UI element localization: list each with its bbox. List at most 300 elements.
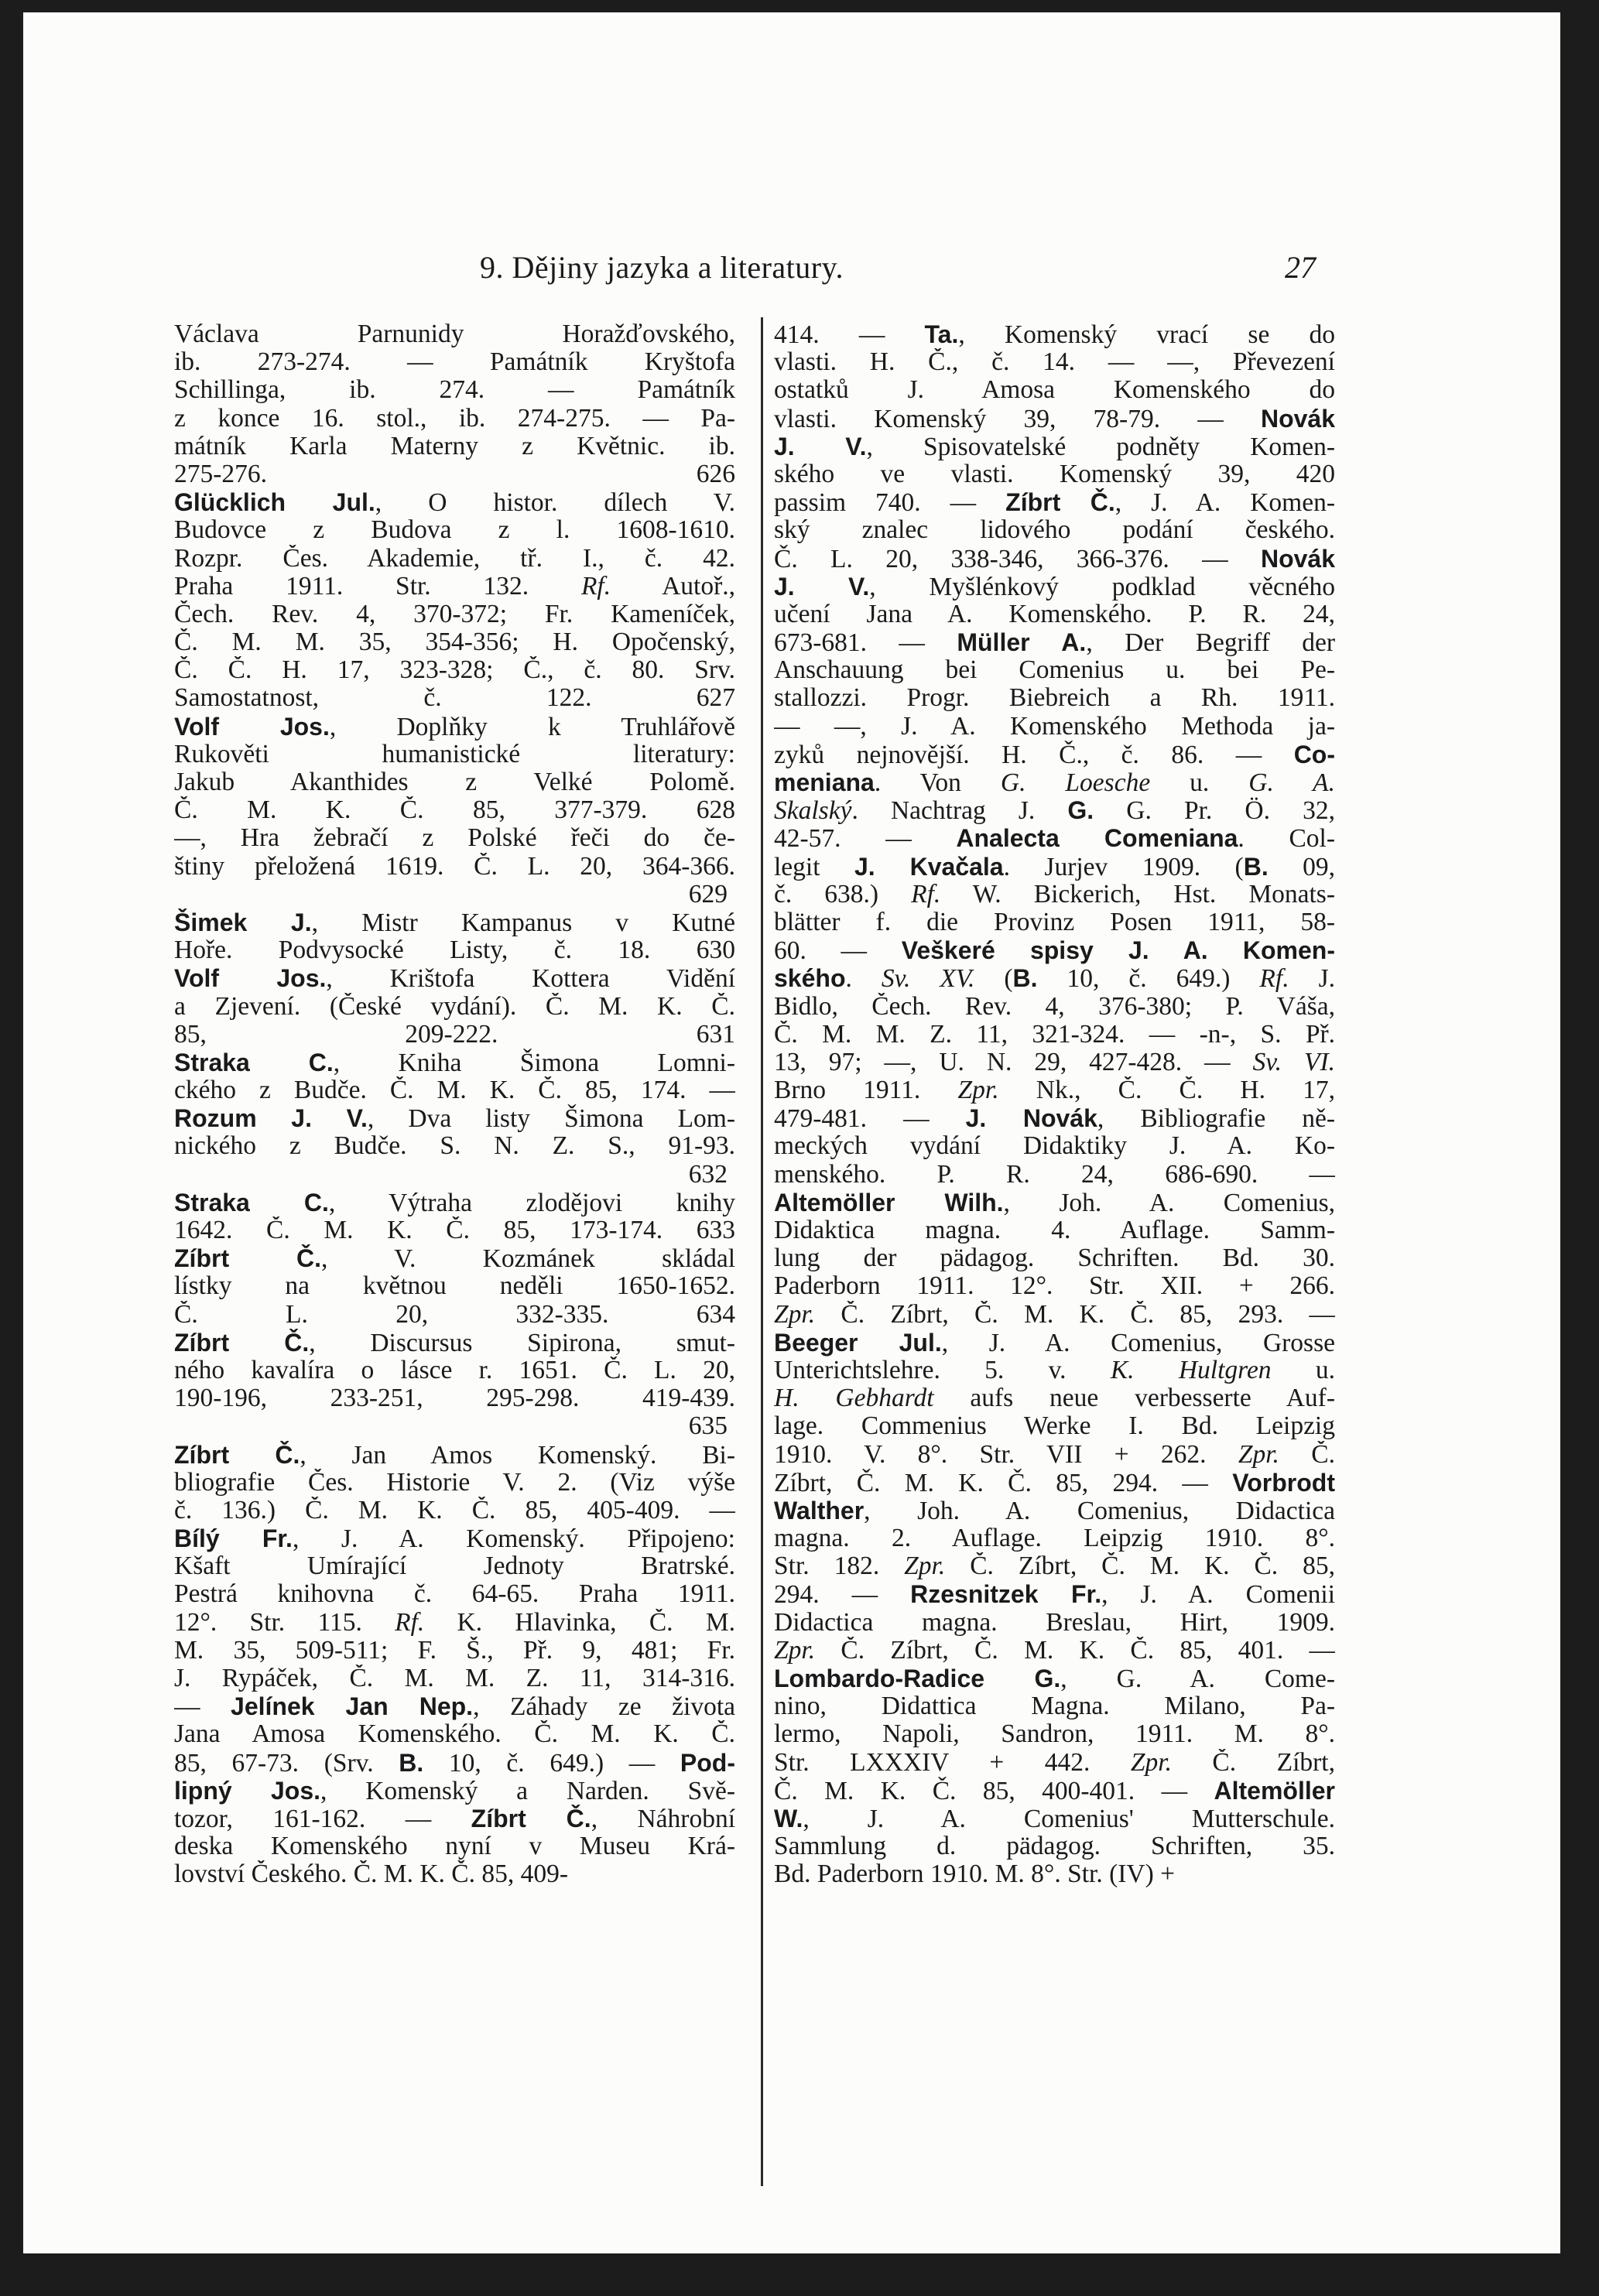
text-segment: Č. Zíbrt, Č. M. K. Č. 85, — [945, 1552, 1335, 1581]
text-line — [174, 796, 735, 824]
text-line — [774, 1104, 1335, 1132]
text-line — [174, 1524, 735, 1552]
text-segment: Anschauung bei Comenius u. bei Pe- — [774, 656, 1335, 685]
italic-text: Skalský — [774, 796, 852, 825]
text-line — [174, 853, 735, 881]
text-line — [774, 1189, 1335, 1216]
scan-border-bottom — [0, 2253, 1599, 2296]
entry-author: Volf Jos. — [174, 712, 330, 741]
text-segment: Rozpr. Čes. Akademie, tř. I., č. 42. — [174, 544, 735, 573]
text-segment: Praha 1911. Str. 132. — [174, 572, 581, 601]
text-line — [774, 1272, 1335, 1300]
text-line — [774, 1609, 1335, 1637]
italic-text: Rf. — [580, 572, 611, 601]
entry-author: Straka C. — [174, 1188, 329, 1216]
text-segment: 09, — [1268, 852, 1335, 881]
entry-author: J. Kvačala — [854, 852, 1004, 881]
text-segment: Nk., Č. Č. H. 17, — [998, 1076, 1335, 1105]
text-line — [174, 348, 735, 376]
text-line — [174, 1104, 735, 1132]
text-line — [774, 405, 1335, 433]
text-segment: Čech. Rev. 4, 370-372; Fr. Kameníček, — [174, 600, 735, 628]
text-segment: , Jan Amos Komenský. Bi- — [300, 1440, 735, 1469]
entry-author: Rzesnitzek Fr. — [910, 1580, 1102, 1609]
text-segment: u. — [1271, 1356, 1335, 1384]
text-segment: magna. 2. Auflage. Leipzig 1910. 8°. — [774, 1524, 1335, 1553]
entry-author: meniana — [774, 768, 875, 796]
text-line — [774, 433, 1335, 460]
text-segment: Č. Zíbrt, Č. M. K. Č. 85, 401. — — [815, 1636, 1335, 1665]
entry-author: Šimek J. — [174, 908, 312, 936]
italic-text: H. Gebhardt — [774, 1384, 934, 1413]
text-segment: K. Hlavinka, Č. M. — [424, 1608, 735, 1637]
text-segment: , Záhady ze života — [473, 1692, 735, 1721]
text-segment: , J. A. Comenius' Mutterschule. — [803, 1804, 1335, 1833]
text-line — [174, 376, 735, 404]
entry-author: Altemöller — [1214, 1776, 1335, 1805]
text-line — [174, 545, 735, 573]
text-segment: G. Pr. Ö. 32, — [1094, 796, 1335, 825]
italic-text: Rf. — [395, 1608, 425, 1637]
text-line — [774, 488, 1335, 516]
text-line — [174, 1469, 735, 1497]
text-segment: , Discursus Sipirona, smut- — [309, 1328, 735, 1357]
text-line — [174, 488, 735, 516]
text-segment: Č. M. M. Z. 11, 321-324. — -n-, S. Př. — [774, 1020, 1335, 1049]
text-segment: Bd. Paderborn 1910. M. 8°. Str. (IV) + — [774, 1860, 1176, 1889]
text-segment: ského ve vlasti. Komenský 39, 420 — [774, 460, 1335, 488]
text-segment: Č. Zíbrt, Č. M. K. Č. 85, 293. — — [815, 1300, 1335, 1329]
text-line — [774, 348, 1335, 376]
text-segment: 190-196, 233-251, 295-298. 419-439. — [174, 1384, 735, 1413]
text-line — [774, 1552, 1335, 1580]
text-line — [774, 573, 1335, 601]
text-line — [174, 573, 735, 601]
text-segment: , V. Kozmánek skládal — [320, 1244, 735, 1273]
entry-author: J. V. — [774, 432, 867, 460]
text-line — [774, 824, 1335, 852]
text-segment: 10, č. 649.) — — [423, 1748, 680, 1777]
text-segment: lovství Českého. Č. M. K. Č. 85, 409- — [174, 1860, 569, 1889]
running-header — [155, 249, 1316, 288]
text-line — [174, 320, 735, 348]
entry-author: J. V. — [774, 572, 870, 601]
text-segment: . Jurjev 1909. ( — [1003, 852, 1244, 881]
text-segment: Č. M. K. Č. 85, 400-401. — — [774, 1776, 1214, 1805]
italic-text: K. Hultgren — [1110, 1356, 1272, 1384]
text-segment: —, Hra žebračí z Polské řeči do če- — [174, 824, 735, 853]
entry-author: Zíbrt Č. — [174, 1440, 300, 1469]
text-segment: , Bibliografie ně- — [1097, 1104, 1335, 1133]
text-line — [174, 1076, 735, 1104]
text-segment: passim 740. — — [774, 488, 1006, 517]
text-segment: blätter f. die Provinz Posen 1911, 58- — [774, 908, 1335, 936]
text-segment: Didactica magna. Breslau, Hirt, 1909. — [774, 1608, 1335, 1637]
text-line — [174, 1329, 735, 1357]
text-segment: Rukověti humanistické literatury: — [174, 740, 735, 768]
text-line — [774, 1692, 1335, 1720]
text-segment: . — [845, 964, 882, 993]
text-segment: deska Komenského nyní v Museu Krá- — [174, 1832, 735, 1861]
text-segment: lístky na květnou neděli 1650-1652. — [174, 1272, 735, 1301]
text-segment: nického z Budče. S. N. Z. S., 91-93. — [174, 1132, 735, 1161]
text-segment: . Nachtrag J. — [851, 796, 1068, 825]
text-line — [774, 684, 1335, 712]
text-segment: aufs neue verbesserte Auf- — [933, 1384, 1335, 1413]
text-line — [174, 964, 735, 992]
text-line — [774, 1860, 1335, 1888]
text-segment: , Der Begriff der — [1086, 628, 1335, 657]
text-segment: 414. — — [774, 320, 925, 349]
text-line — [774, 1580, 1335, 1608]
text-segment: Autoř., — [611, 572, 735, 601]
text-line — [774, 908, 1335, 936]
text-segment: lermo, Napoli, Sandron, 1911. M. 8°. — [774, 1720, 1335, 1749]
entry-author: G. — [1067, 796, 1094, 825]
entry-author: Jelínek Jan Nep. — [231, 1692, 474, 1721]
text-segment: , J. A. Komen- — [1115, 488, 1335, 517]
entry-author: Zíbrt Č. — [471, 1804, 591, 1832]
text-line — [174, 601, 735, 628]
text-line — [174, 1637, 735, 1665]
text-segment: J. — [1289, 964, 1335, 993]
text-line — [174, 684, 735, 712]
chapter-title: 9. Dějiny jazyka a literatury. — [480, 250, 844, 285]
text-line — [174, 1777, 735, 1805]
text-segment: nino, Didattica Magna. Milano, Pa- — [774, 1692, 1335, 1721]
text-segment: tozor, 161-162. — — [174, 1804, 471, 1833]
text-line — [174, 1805, 735, 1832]
text-segment: Budovce z Budova z l. 1608-1610. — [174, 516, 735, 545]
text-line — [774, 741, 1335, 768]
text-segment: č. 638.) — [774, 880, 912, 908]
entry-author: Vorbrodt — [1232, 1468, 1335, 1497]
text-line — [174, 1021, 735, 1049]
text-line — [774, 1329, 1335, 1357]
text-segment: Hoře. Podvysocké Listy, č. 18. 630 — [174, 936, 735, 965]
text-line — [774, 1049, 1335, 1076]
text-line — [774, 936, 1335, 964]
text-line — [774, 881, 1335, 908]
text-segment: Brno 1911. — [774, 1076, 958, 1105]
text-segment: č. 136.) Č. M. K. Č. 85, 405-409. — — [174, 1496, 735, 1524]
text-segment: , Spisovatelské podněty Komen- — [866, 432, 1335, 460]
text-line — [174, 460, 735, 488]
column-divider — [761, 317, 763, 2186]
text-segment: Č. L. 20, 332-335. 634 — [174, 1300, 735, 1329]
text-segment: Sammlung d. pädagog. Schriften, 35. — [774, 1832, 1335, 1861]
text-segment: 85, 67-73. (Srv. — [174, 1748, 399, 1777]
text-line — [774, 1777, 1335, 1805]
text-segment: , Výtraha zlodějovi knihy — [328, 1188, 735, 1216]
text-segment: Str. LXXXIV + 442. — [774, 1748, 1131, 1777]
text-segment: 275-276. 626 — [174, 460, 735, 488]
text-segment: ckého z Budče. Č. M. K. Č. 85, 174. — — [174, 1076, 735, 1105]
text-segment: ( — [974, 964, 1013, 993]
text-line — [774, 1469, 1335, 1497]
text-segment: . Col- — [1238, 824, 1335, 853]
text-line — [174, 1720, 735, 1748]
text-segment: Samostatnost, č. 122. 627 — [174, 684, 735, 713]
text-line — [774, 1161, 1335, 1189]
text-line — [774, 320, 1335, 348]
text-segment: Unterichtslehre. 5. v. — [774, 1356, 1111, 1384]
text-segment: ský znalec lidového podání českého. — [774, 516, 1335, 545]
text-line — [174, 1692, 735, 1720]
italic-text: Rf. — [911, 880, 941, 908]
text-segment: 1642. Č. M. K. Č. 85, 173-174. 633 — [174, 1216, 735, 1244]
left-text-column — [174, 320, 735, 2209]
text-line — [774, 460, 1335, 488]
text-line — [774, 1637, 1335, 1665]
text-segment: — —, J. A. Komenského Methoda ja- — [774, 712, 1335, 741]
italic-text: G. Loesche — [1000, 768, 1151, 797]
text-segment: vlasti. Komenský 39, 78-79. — — [774, 404, 1261, 433]
text-line — [774, 656, 1335, 684]
text-line — [174, 1244, 735, 1272]
text-segment: , J. A. Komenský. Připojeno: — [292, 1524, 735, 1553]
text-line — [174, 1161, 735, 1189]
text-segment: Č. L. 20, 338-346, 366-376. — — [774, 544, 1261, 573]
text-segment: lage. Commenius Werke I. Bd. Leipzig — [774, 1412, 1335, 1441]
text-line — [174, 1412, 735, 1440]
text-line — [174, 1272, 735, 1300]
entry-author: J. Novák — [965, 1104, 1097, 1133]
text-line — [774, 1805, 1335, 1832]
italic-text: Zpr. — [774, 1636, 816, 1665]
text-segment: 60. — — [774, 936, 902, 965]
italic-text: Rf. — [1259, 964, 1289, 993]
text-segment: 10, č. 649.) — [1037, 964, 1260, 993]
text-line — [174, 1832, 735, 1860]
text-line — [174, 516, 735, 544]
text-line — [774, 376, 1335, 404]
text-line — [174, 1665, 735, 1692]
text-segment: Str. 182. — [774, 1552, 905, 1581]
entry-author: Volf Jos. — [174, 964, 327, 993]
text-line — [774, 713, 1335, 741]
text-segment: legit — [774, 852, 854, 881]
entry-author: Straka C. — [174, 1048, 334, 1076]
text-segment: , Mistr Kampanus v Kutné — [311, 908, 735, 937]
entry-author: Altemöller Wilh. — [774, 1188, 1004, 1216]
entry-author: Pod- — [680, 1748, 735, 1777]
text-segment: učení Jana A. Komenského. P. R. 24, — [774, 600, 1335, 628]
italic-text: G. A. — [1248, 768, 1335, 797]
text-segment: , O histor. dílech V. — [375, 488, 735, 517]
text-segment: Didaktica magna. 4. Auflage. Samm- — [774, 1216, 1335, 1244]
text-segment: Jakub Akanthides z Velké Polomě. — [174, 768, 735, 796]
text-segment: Jana Amosa Komenského. Č. M. K. Č. — [174, 1720, 735, 1749]
text-segment: 13, 97; —, U. N. 29, 427-428. — — [774, 1048, 1253, 1076]
italic-text: Zpr. — [1130, 1748, 1172, 1777]
italic-text: Zpr. — [957, 1076, 999, 1105]
text-segment: , Dva listy Šimona Lom- — [367, 1104, 735, 1133]
entry-author: Glücklich Jul. — [174, 488, 375, 517]
text-segment: , Komenský a Narden. Svě- — [320, 1776, 735, 1805]
text-segment: , Náhrobní — [591, 1804, 735, 1833]
text-line — [774, 545, 1335, 573]
entry-author: Beeger Jul. — [774, 1328, 942, 1357]
entry-author: Müller A. — [957, 628, 1087, 657]
text-segment: 1910. V. 8°. Str. VII + 262. — [774, 1440, 1238, 1469]
text-line — [774, 1832, 1335, 1860]
text-line — [774, 1665, 1335, 1692]
entry-author: B. — [1243, 852, 1269, 881]
entry-author: ského — [774, 964, 846, 993]
text-segment: Č. M. K. Č. 85, 377-379. 628 — [174, 796, 735, 825]
text-line — [774, 853, 1335, 881]
text-line — [174, 1860, 735, 1888]
text-line — [774, 1497, 1335, 1524]
text-segment: , J. A. Comenii — [1101, 1580, 1335, 1609]
text-segment: W. Bickerich, Hst. Monats- — [940, 880, 1335, 908]
text-segment: 294. — — [774, 1580, 911, 1609]
text-segment: 673-681. — — [774, 628, 957, 657]
text-line — [174, 741, 735, 768]
text-segment: 12°. Str. 115. — [174, 1608, 395, 1637]
italic-text: Zpr. — [904, 1552, 946, 1581]
text-line — [174, 1384, 735, 1412]
text-line — [774, 1720, 1335, 1748]
text-line — [774, 768, 1335, 796]
italic-text: Sv. XV. — [881, 964, 975, 993]
italic-text: Zpr. — [774, 1300, 816, 1329]
text-segment: 42-57. — — [774, 824, 957, 853]
text-segment: , Joh. A. Comenius, — [1003, 1188, 1335, 1216]
text-line — [174, 1132, 735, 1160]
text-segment: 629 — [688, 880, 728, 908]
text-line — [774, 601, 1335, 628]
text-segment: Václava Parnunidy Horažďovského, — [174, 320, 735, 348]
entry-author: Ta. — [924, 320, 959, 348]
text-segment: , Doplňky k Truhlářově — [329, 712, 735, 741]
italic-text: Zpr. — [1238, 1440, 1279, 1469]
entry-author: Rozum J. V. — [174, 1104, 368, 1133]
scan-border-right — [1560, 0, 1599, 2296]
text-line — [774, 1441, 1335, 1469]
text-segment: Bidlo, Čech. Rev. 4, 376-380; P. Váša, — [774, 992, 1335, 1021]
text-line — [174, 1497, 735, 1524]
text-line — [174, 1580, 735, 1608]
entry-author: Zíbrt Č. — [174, 1244, 321, 1273]
text-line — [774, 1301, 1335, 1329]
entry-author: Zíbrt Č. — [174, 1328, 310, 1357]
text-line — [174, 1609, 735, 1637]
text-line — [174, 1049, 735, 1076]
text-line — [774, 628, 1335, 656]
text-line — [774, 1216, 1335, 1244]
text-line — [174, 768, 735, 796]
text-segment: Č. — [1279, 1440, 1335, 1469]
entry-author: Zíbrt Č. — [1005, 488, 1115, 517]
text-line — [774, 1384, 1335, 1412]
text-segment: 632 — [688, 1160, 728, 1189]
text-segment: , Krištofa Kottera Vidění — [326, 964, 735, 993]
entry-author: Veškeré spisy J. A. Komen- — [901, 936, 1335, 965]
text-line — [174, 433, 735, 460]
text-line — [174, 824, 735, 852]
text-line — [774, 1132, 1335, 1160]
text-line — [174, 1552, 735, 1580]
entry-author: lipný Jos. — [174, 1776, 321, 1805]
text-segment: , Joh. A. Comenius, Didactica — [864, 1496, 1335, 1525]
text-segment: 635 — [688, 1412, 728, 1441]
entry-author: Walther — [774, 1496, 865, 1524]
text-line — [774, 1524, 1335, 1552]
text-line — [774, 1076, 1335, 1104]
text-segment: Zíbrt, Č. M. K. Č. 85, 294. — — [774, 1468, 1233, 1497]
text-line — [774, 1412, 1335, 1440]
text-segment: Kšaft Umírající Jednoty Bratrské. — [174, 1552, 735, 1581]
text-segment: 479-481. — — [774, 1104, 966, 1133]
text-segment: M. 35, 509-511; F. Š., Př. 9, 481; Fr. — [174, 1636, 735, 1665]
text-line — [174, 908, 735, 936]
text-line — [774, 964, 1335, 992]
text-segment: , Komenský vrací se do — [958, 320, 1335, 349]
text-segment: , Myšlénkový podklad věcného — [869, 572, 1335, 601]
entry-author: Bílý Fr. — [174, 1524, 293, 1553]
text-segment: z konce 16. stol., ib. 274-275. — Pa- — [174, 404, 735, 433]
text-line — [174, 881, 735, 908]
entry-author: Lombardo-Radice G. — [774, 1665, 1061, 1692]
text-line — [774, 1749, 1335, 1777]
entry-author: Novák — [1260, 544, 1335, 573]
entry-author: Novák — [1260, 404, 1335, 433]
text-line — [174, 1749, 735, 1777]
text-line — [174, 1357, 735, 1384]
scan-border-left — [0, 0, 23, 2296]
text-line — [774, 516, 1335, 544]
text-segment: meckých vydání Didaktiky J. A. Ko- — [774, 1132, 1335, 1161]
text-line — [774, 993, 1335, 1021]
entry-author: W. — [774, 1804, 803, 1832]
text-line — [174, 656, 735, 684]
text-segment: zyků nejnovější. H. Č., č. 86. — — [774, 740, 1294, 768]
text-segment: Č. M. M. 35, 354-356; H. Opočenský, — [174, 628, 735, 657]
text-segment: bliografie Čes. Historie V. 2. (Viz výše — [174, 1468, 735, 1497]
text-line — [174, 1189, 735, 1216]
text-segment: . Von — [874, 768, 1001, 797]
text-line — [174, 628, 735, 656]
text-line — [174, 1301, 735, 1329]
right-text-column — [774, 320, 1335, 2209]
text-line — [774, 1244, 1335, 1272]
text-segment: ib. 273-274. — Památník Kryštofa — [174, 348, 735, 377]
text-segment: Paderborn 1911. 12°. Str. XII. + 266. — [774, 1272, 1335, 1301]
text-segment: menského. P. R. 24, 686-690. — — [774, 1160, 1335, 1189]
text-segment: 85, 209-222. 631 — [174, 1020, 735, 1049]
text-segment: u. — [1150, 768, 1249, 797]
text-segment: , G. A. Come- — [1060, 1665, 1335, 1693]
text-segment: Č. Zíbrt, — [1171, 1748, 1335, 1777]
entry-author: B. — [399, 1748, 424, 1777]
text-segment: štiny přeložená 1619. Č. L. 20, 364-366. — [174, 852, 735, 881]
text-segment: — — [174, 1692, 231, 1721]
text-segment: lung der pädagog. Schriften. Bd. 30. — [774, 1244, 1335, 1273]
text-line — [174, 405, 735, 433]
text-segment: a Zjevení. (České vydání). Č. M. K. Č. — [174, 992, 735, 1021]
text-line — [774, 1357, 1335, 1384]
entry-author: Analecta Comeniana — [956, 824, 1238, 853]
entry-author: Co- — [1293, 740, 1335, 768]
text-segment: ného kavalíra o lásce r. 1651. Č. L. 20, — [174, 1356, 735, 1384]
page-number: 27 — [1285, 250, 1316, 285]
text-segment: , Kniha Šimona Lomni- — [333, 1048, 735, 1077]
text-line — [174, 1216, 735, 1244]
text-segment: Pestrá knihovna č. 64-65. Praha 1911. — [174, 1580, 735, 1609]
text-line — [174, 1441, 735, 1469]
